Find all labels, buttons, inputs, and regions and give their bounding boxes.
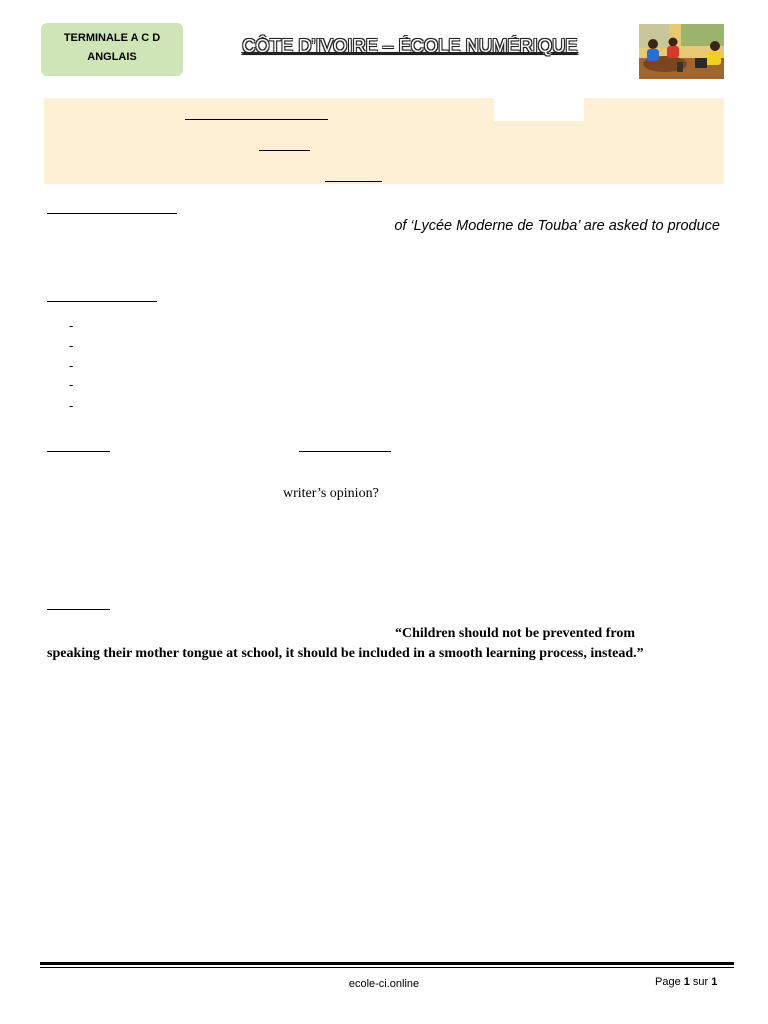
section-heading-underline-1 [47,213,177,214]
section-heading-underline-4 [299,451,391,452]
list-item-dash: - [69,398,74,413]
topic-quote-line-1: “Children should not be prevented from [395,626,635,641]
level-badge [41,23,183,76]
situation-text: of ‘Lycée Moderne de Touba’ are asked to produce [394,218,720,234]
section-heading-underline-2 [47,301,157,302]
list-item-dash: - [69,377,74,392]
question-text: writer’s opinion? [283,486,379,501]
header-box-blank [494,98,584,121]
section-heading-underline-5 [47,609,110,610]
footer-rule-thin [40,967,734,968]
site-title-text: CÔTE D’IVOIRE – ÉCOLE NUMÉRIQUE [242,36,578,56]
subject-label: ANGLAIS [87,51,137,63]
list-item-dash: - [69,338,74,353]
header-underline-1 [185,119,328,120]
header-underline-3 [325,181,382,182]
site-title [220,36,600,57]
page-prefix: Page [655,976,684,988]
page-current: 1 [683,976,690,988]
list-item-dash: - [69,318,74,333]
page-mid: sur [689,976,712,988]
header-underline-2 [259,150,310,151]
footer-website: ecole-ci.online [348,978,420,990]
list-item-dash: - [69,358,74,373]
footer-rule [40,962,734,965]
page-total: 1 [711,976,718,988]
classroom-logo-image [639,24,724,79]
document-header-box [44,98,724,184]
section-heading-underline-3 [47,451,110,452]
page-number [655,976,717,988]
level-label: TERMINALE A C D [63,32,161,44]
topic-quote-line-2: speaking their mother tongue at school, it should be included in a smooth learning process, instead.” [47,646,644,661]
